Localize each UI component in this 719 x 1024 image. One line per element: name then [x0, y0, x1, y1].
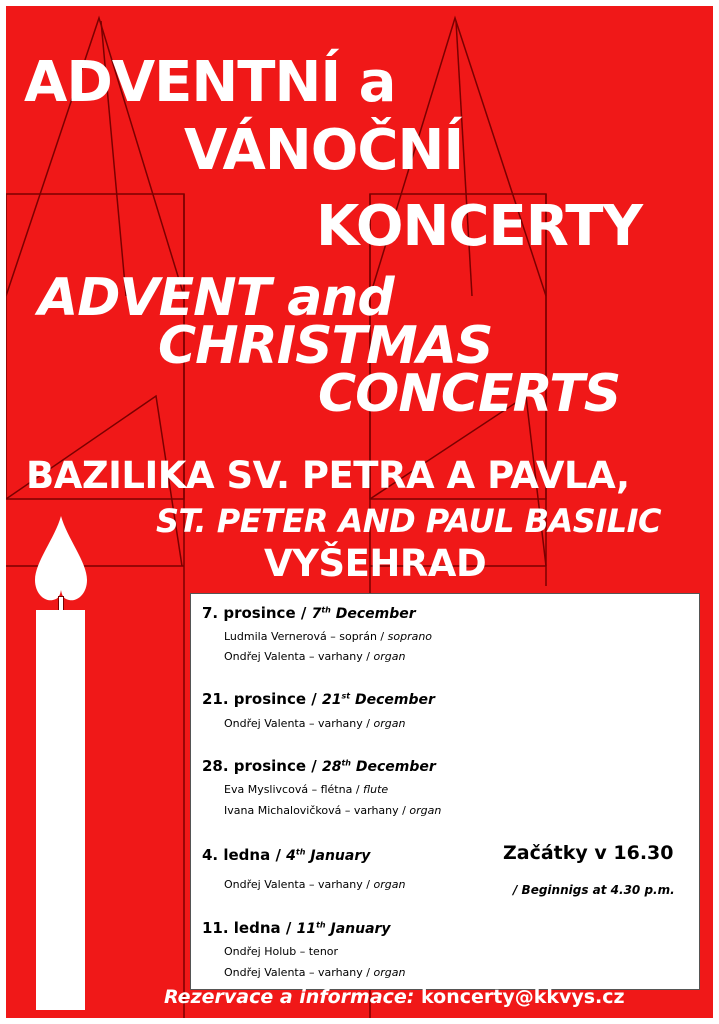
performer-line: Ondřej Valenta – varhany / organ — [224, 966, 406, 979]
venue-place: VYŠEHRAD — [264, 542, 487, 585]
concert-schedule — [190, 593, 700, 990]
title-en-line-3: CONCERTS — [318, 364, 621, 424]
title-cz-line-2: VÁNOČNÍ — [184, 118, 464, 183]
performer-line: Ondřej Holub – tenor — [224, 945, 339, 958]
title-cz-line-3: KONCERTY — [316, 194, 643, 259]
start-time-cz: Začátky v 16.30 — [503, 842, 674, 864]
contact-email-link[interactable]: koncerty@kkvys.cz — [421, 986, 625, 1008]
contact-line — [164, 986, 625, 1008]
performer-line: Ludmila Vernerová – soprán / soprano — [224, 630, 433, 643]
contact-label: Rezervace a informace: — [164, 986, 415, 1008]
concert-date: 28. prosince / 28th December — [202, 757, 436, 775]
concert-date: 11. ledna / 11th January — [202, 919, 391, 937]
performer-line: Ondřej Valenta – varhany / organ — [224, 878, 406, 891]
title-cz-line-1: ADVENTNÍ a — [24, 50, 396, 115]
performer-line: Ondřej Valenta – varhany / organ — [224, 650, 406, 663]
title-en-line-2: CHRISTMAS — [158, 316, 493, 376]
performer-line: Ivana Michalovičková – varhany / organ — [224, 804, 442, 817]
venue-name-cz: BAZILIKA SV. PETRA A PAVLA, — [26, 454, 630, 497]
performer-line: Ondřej Valenta – varhany / organ — [224, 717, 406, 730]
title-en-line-1: ADVENT and — [38, 268, 394, 328]
concert-date: 4. ledna / 4th January — [202, 846, 371, 864]
concert-date: 21. prosince / 21st December — [202, 690, 435, 708]
concert-date: 7. prosince / 7th December — [202, 604, 416, 622]
poster — [6, 6, 713, 1018]
venue-name-en: ST. PETER AND PAUL BASILIC — [156, 502, 662, 540]
performer-line: Eva Myslivcová – flétna / flute — [224, 783, 389, 796]
candle-body — [36, 610, 85, 1010]
start-time-en: / Beginnigs at 4.30 p.m. — [513, 883, 675, 897]
